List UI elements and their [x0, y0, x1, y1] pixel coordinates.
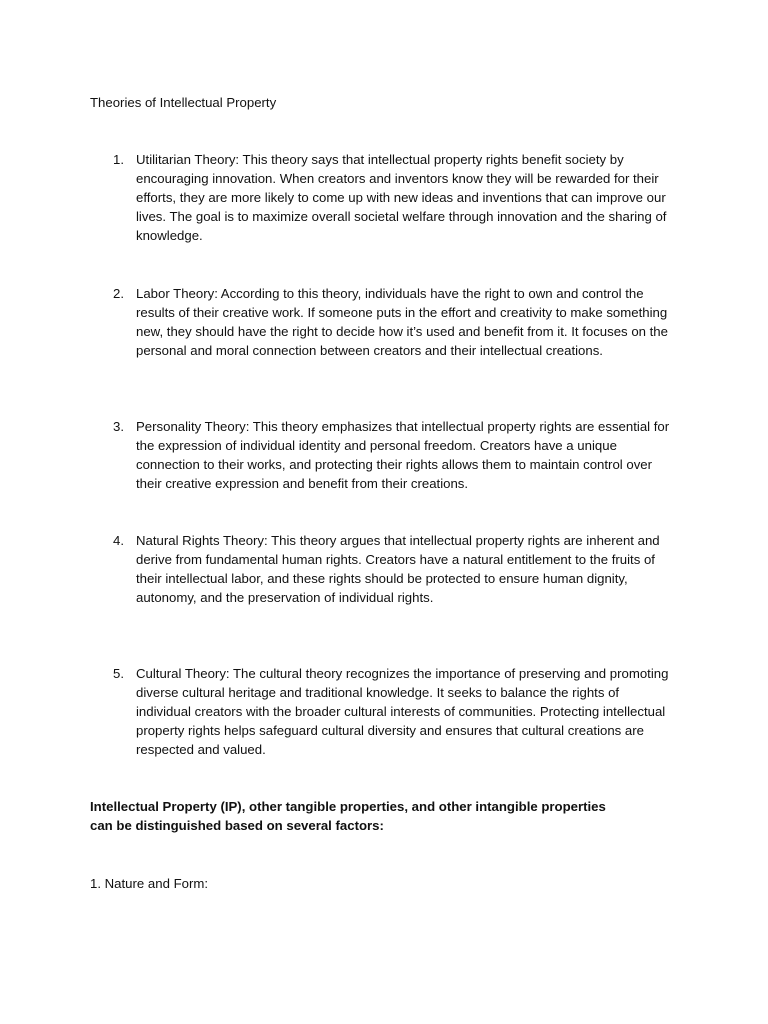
theory-text: Natural Rights Theory: This theory argues that intellectual property rights are inherent and derive from fundamental human rights. Creators have a natural entitlement to the fruits of their intellectual labor, and these rights should be protected to ensure human dignity, autonomy, and the preservation of individual rights.: [136, 533, 660, 605]
list-number: 4.: [113, 533, 124, 548]
theory-text: Personality Theory: This theory emphasizes that intellectual property rights are essential for the expression of individual identity and personal freedom. Creators have a unique connection to their works, and protecting their rights allows them to maintain control over their creative expression and benefit from their creations.: [136, 419, 670, 491]
theory-list-item: [90, 531, 675, 607]
theory-list-item: [90, 284, 675, 360]
theory-text: Utilitarian Theory: This theory says that intellectual property rights benefit society by encouraging innovation. When creators and inventors know they will be rewarded for their efforts, they are more likely to come up with new ideas and inventions that can improve our lives. The goal is to maximize overall societal welfare through innovation and the sharing of knowledge.: [136, 152, 667, 243]
theory-list-item: [90, 150, 675, 245]
section-subheading: 1. Nature and Form:: [90, 876, 209, 891]
theory-text: Cultural Theory: The cultural theory recognizes the importance of preserving and promoting diverse cultural heritage and traditional knowledge. It seeks to balance the rights of individual creators with the broader cultural interests of communities. Protecting intellectual property rights helps safeguard cultural diversity and ensures that cultural creations are respected and valued.: [136, 666, 669, 757]
intro-paragraph: Intellectual Property (IP), other tangible properties, and other intangible properties can be distinguished based on several factors:: [90, 799, 606, 833]
list-number: 5.: [113, 666, 124, 681]
list-number: 1.: [113, 152, 124, 167]
theory-text: Labor Theory: According to this theory, individuals have the right to own and control the results of their creative work. If someone puts in the effort and creativity to make something new, they should have the right to decide how it’s used and benefit from it. It focuses on the personal and moral connection between creators and their intellectual creations.: [136, 286, 668, 358]
document-title: Theories of Intellectual Property: [90, 95, 277, 110]
theory-list-item: [90, 664, 675, 759]
list-number: 2.: [113, 286, 124, 301]
list-number: 3.: [113, 419, 124, 434]
theory-list-item: [90, 417, 675, 493]
